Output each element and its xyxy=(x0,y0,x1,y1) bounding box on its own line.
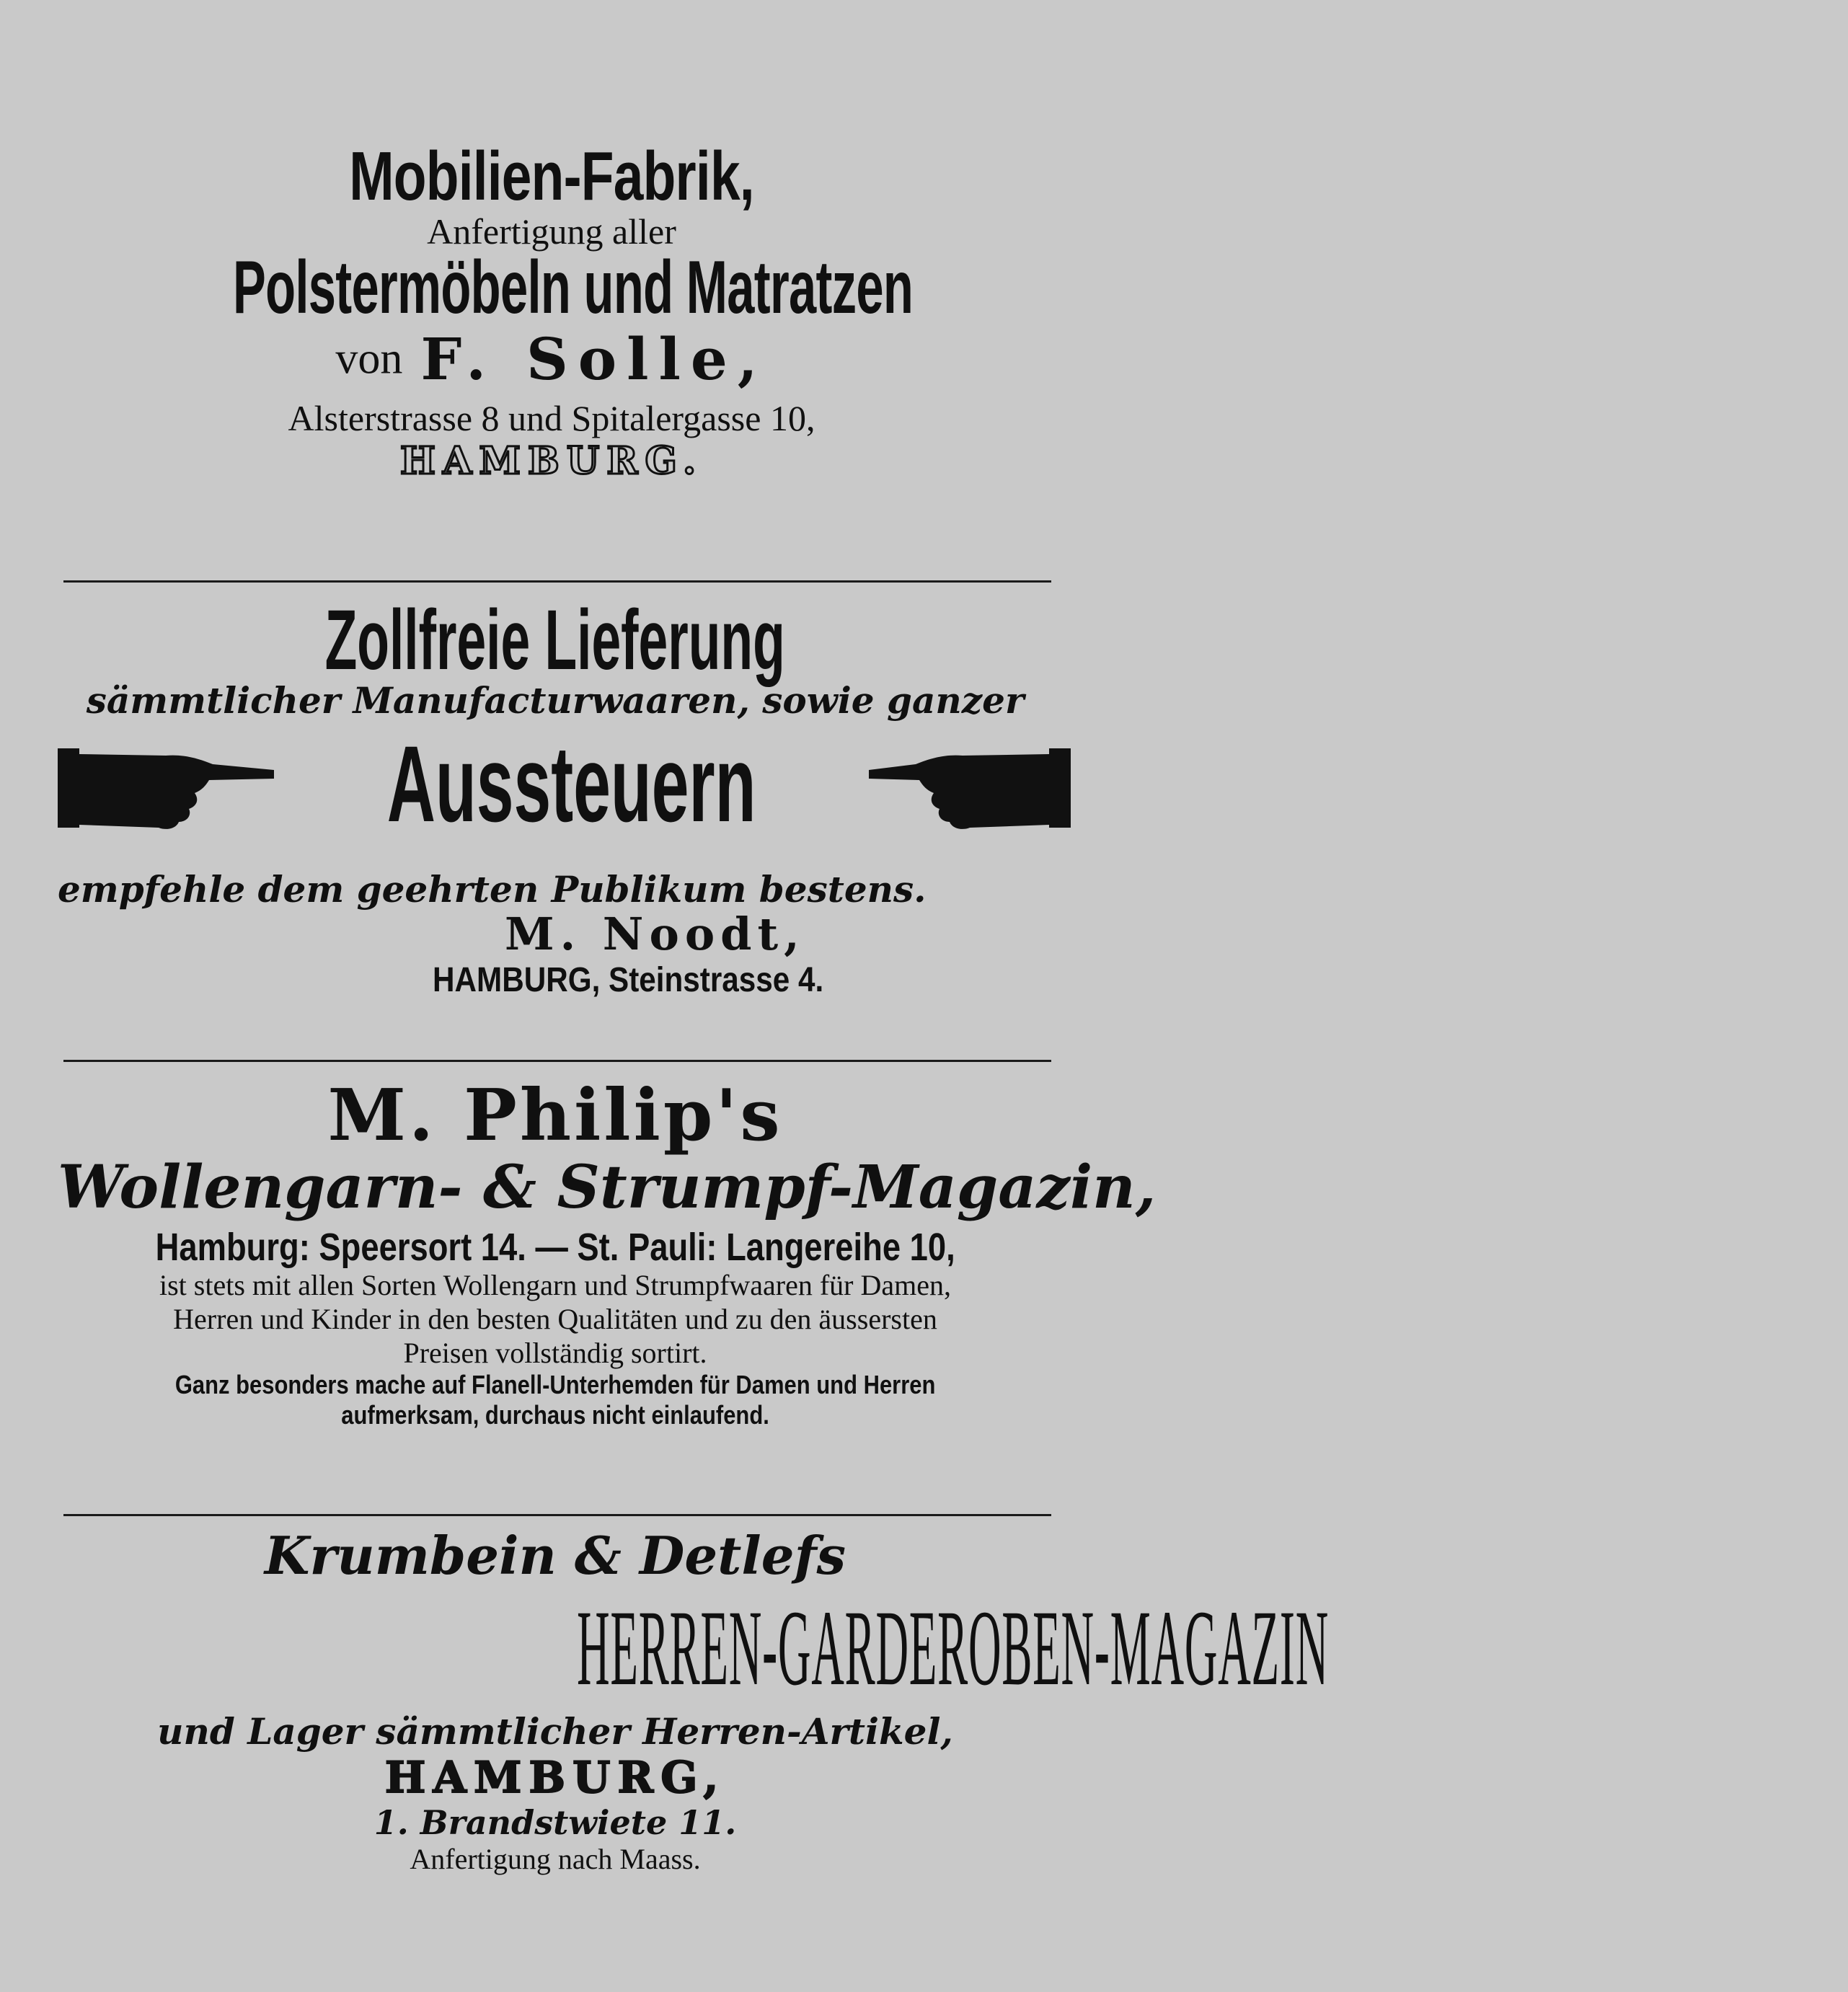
divider-3 xyxy=(63,1514,1051,1516)
pointing-hand-left-icon xyxy=(869,734,1071,835)
ad1-owner-line: von F. Solle, xyxy=(335,325,768,393)
ad3-note-2: aufmerksam, durchaus nicht einlaufend. xyxy=(341,1400,769,1430)
ad3-body-1: ist stets mit allen Sorten Wollengarn und Strumpfwaaren für Damen, xyxy=(159,1269,952,1301)
ad3-body-3: Preisen vollständig sortirt. xyxy=(403,1337,707,1369)
ad2-line1: sämmtlicher Manufacturwaaren, sowie ganzer xyxy=(86,679,1025,722)
ad1-city: HAMBURG. xyxy=(399,439,704,483)
ad2-owner: M. Noodt, xyxy=(505,908,805,960)
ad1-subtitle: Anfertigung aller xyxy=(427,211,676,252)
ad1-title: Mobilien-Fabrik, xyxy=(349,138,754,215)
ad3-note-1: Ganz besonders mache auf Flanell-Unterhemden für Damen und Herren xyxy=(174,1370,936,1399)
ad4-line1: und Lager sämmtlicher Herren-Artikel, xyxy=(157,1710,953,1753)
ad2-headline-row xyxy=(58,722,1045,846)
ad-philips xyxy=(58,1074,1157,1430)
ad1-owner: F. Solle, xyxy=(420,325,768,393)
ad4-headline: HERREN-GARDEROBEN-MAGAZIN xyxy=(577,1588,1330,1708)
ad2-line2: empfehle dem geehrten Publikum bestens. xyxy=(58,868,927,911)
ad2-headline: Aussteuern xyxy=(386,723,756,844)
ad4-city: HAMBURG, xyxy=(384,1753,726,1803)
ad4-address: 1. Brandstwiete 11. xyxy=(373,1803,737,1842)
ad3-body-2: Herren und Kinder in den besten Qualitäten und zu den äussersten xyxy=(173,1303,937,1335)
ad4-footer: Anfertigung nach Maass. xyxy=(410,1843,701,1875)
divider-2 xyxy=(63,1060,1051,1062)
ad1-address: Alsterstrasse 8 und Spitalergasse 10, xyxy=(288,398,815,438)
ad2-address: HAMBURG, Steinstrasse 4. xyxy=(433,961,824,999)
pointing-hand-right-icon xyxy=(58,734,274,835)
ad-krumbein-detlefs xyxy=(58,1525,1330,1876)
ad3-locations: Hamburg: Speersort 14. — St. Pauli: Langereihe 10, xyxy=(155,1226,955,1269)
ad3-headline: Wollengarn- & Strumpf-Magazin, xyxy=(58,1153,1157,1222)
ad4-title: Krumbein & Detlefs xyxy=(264,1525,846,1586)
ad-mobilien-fabrik xyxy=(58,137,1045,606)
ad2-title: Zollfreie Lieferung xyxy=(324,593,786,688)
ad3-title: M. Philip's xyxy=(327,1074,783,1157)
ad-zollfreie-lieferung xyxy=(58,591,1053,1000)
ad1-headline: Polstermöbeln und Matratzen xyxy=(232,246,914,329)
divider-1 xyxy=(63,580,1051,583)
